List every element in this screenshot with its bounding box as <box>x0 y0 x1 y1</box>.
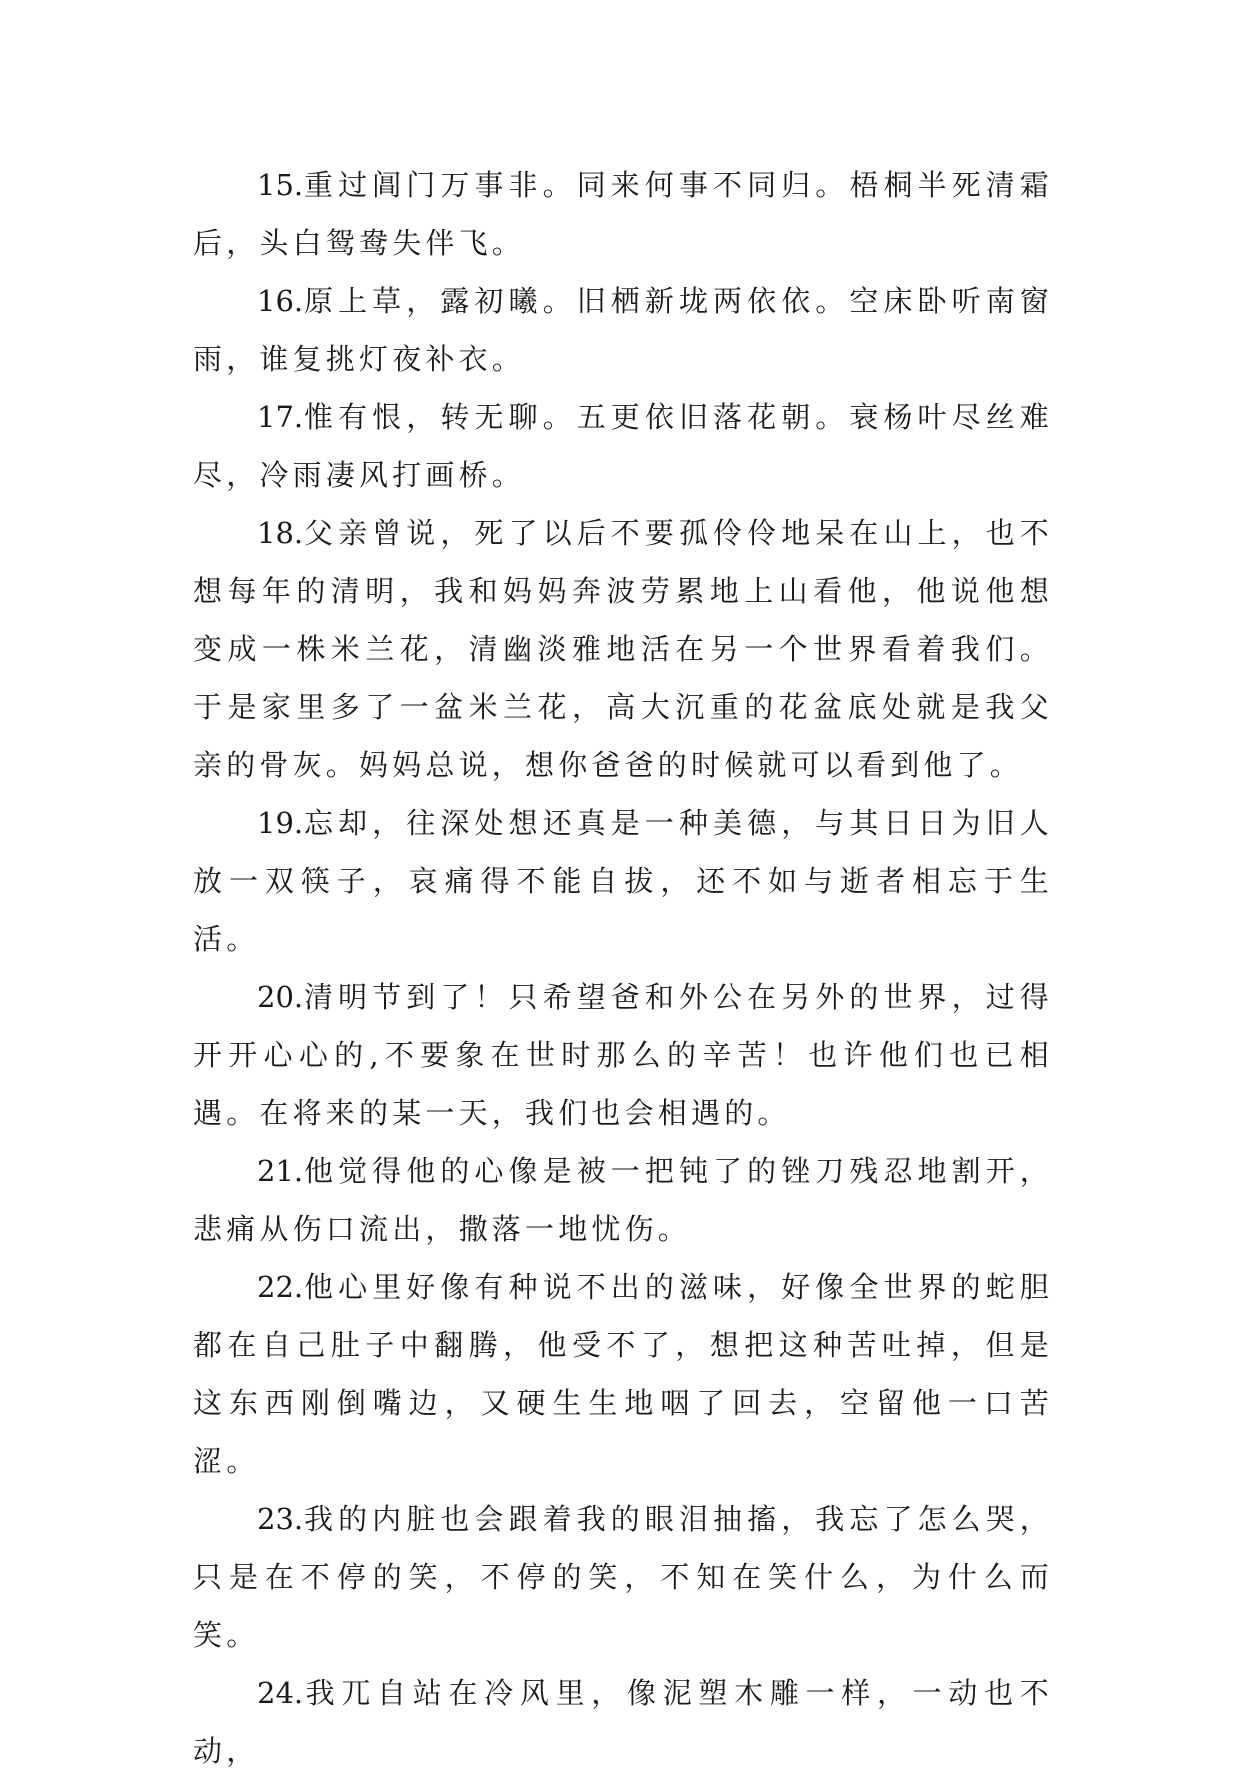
paragraph-number: 17. <box>257 400 304 434</box>
document-page <box>193 156 1053 1780</box>
paragraph-number: 19. <box>257 806 304 840</box>
paragraph-24 <box>193 1664 1053 1780</box>
paragraph-text: 原上草，露初曦。旧栖新垅两依依。空床卧听南窗雨，谁复挑灯夜补衣。 <box>193 284 1053 376</box>
paragraph-text: 惟有恨，转无聊。五更依旧落花朝。衰杨叶尽丝难尽，冷雨凄风打画桥。 <box>193 400 1053 492</box>
paragraph-number: 21. <box>257 1154 304 1188</box>
paragraph-text: 重过阊门万事非。同来何事不同归。梧桐半死清霜后，头白鸳鸯失伴飞。 <box>193 168 1053 260</box>
paragraph-text: 忘却，往深处想还真是一种美德，与其日日为旧人放一双筷子，哀痛得不能自拔，还不如与逝者相忘于生活。 <box>193 806 1053 956</box>
paragraph-number: 15. <box>257 168 304 202</box>
paragraph-23 <box>193 1490 1053 1664</box>
paragraph-text: 他觉得他的心像是被一把钝了的锉刀残忍地割开，悲痛从伤口流出，撒落一地忧伤。 <box>193 1154 1053 1246</box>
paragraph-text: 父亲曾说，死了以后不要孤伶伶地呆在山上，也不想每年的清明，我和妈妈奔波劳累地上山看他，他说他想变成一株米兰花，清幽淡雅地活在另一个世界看着我们。于是家里多了一盆米兰花，高大沉重的花盆底处就是我父亲的骨灰。妈妈总说，想你爸爸的时候就可以看到他了。 <box>193 516 1053 782</box>
paragraph-number: 22. <box>257 1270 304 1304</box>
paragraph-text: 他心里好像有种说不出的滋味，好像全世界的蛇胆都在自己肚子中翻腾，他受不了，想把这种苦吐掉，但是这东西刚倒嘴边，又硬生生地咽了回去，空留他一口苦涩。 <box>193 1270 1053 1478</box>
paragraph-text: 我的内脏也会跟着我的眼泪抽搐，我忘了怎么哭，只是在不停的笑，不停的笑，不知在笑什么，为什么而笑。 <box>193 1502 1053 1652</box>
paragraph-text: 我兀自站在冷风里，像泥塑木雕一样，一动也不动， <box>193 1676 1053 1768</box>
paragraph-number: 20. <box>257 980 304 1014</box>
paragraph-number: 24. <box>257 1676 304 1710</box>
paragraph-18 <box>193 504 1053 794</box>
paragraph-number: 16. <box>257 284 304 318</box>
paragraph-16 <box>193 272 1053 388</box>
paragraph-15 <box>193 156 1053 272</box>
paragraph-19 <box>193 794 1053 968</box>
paragraph-17 <box>193 388 1053 504</box>
paragraph-21 <box>193 1142 1053 1258</box>
paragraph-20 <box>193 968 1053 1142</box>
paragraph-22 <box>193 1258 1053 1490</box>
paragraph-number: 23. <box>257 1502 304 1536</box>
paragraph-text: 清明节到了！只希望爸和外公在另外的世界，过得开开心心的,不要象在世时那么的辛苦！也许他们也已相遇。在将来的某一天，我们也会相遇的。 <box>193 980 1053 1130</box>
paragraph-number: 18. <box>257 516 304 550</box>
